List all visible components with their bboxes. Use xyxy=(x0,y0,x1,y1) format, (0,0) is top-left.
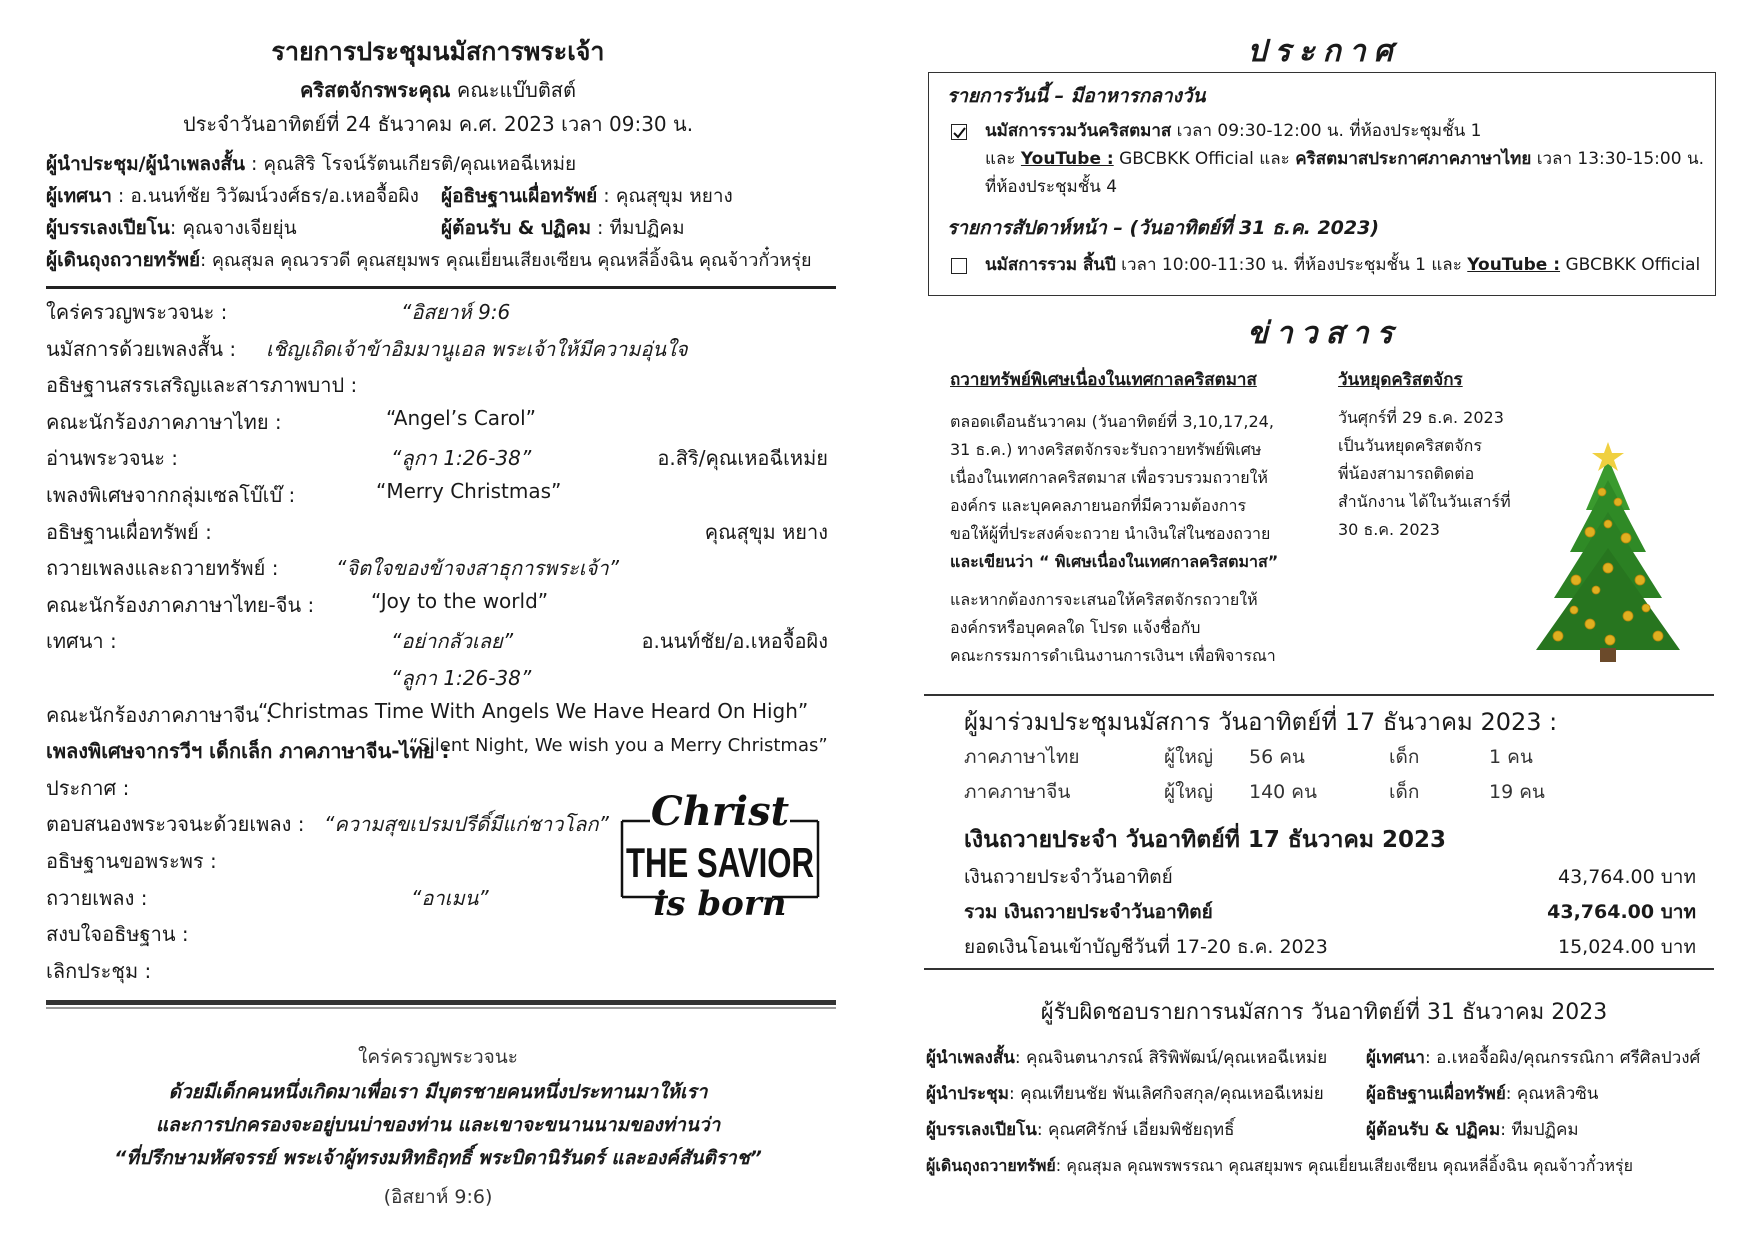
program-row xyxy=(46,735,836,771)
offering-label: ยอดเงินโอนเข้าบัญชีวันที่ 17-20 ธ.ค. 2023 xyxy=(964,936,1328,958)
leader-value: : คุณสิริ โรจน์รัตนเกียรติ/คุณเหอฉีเหม่ย xyxy=(250,153,577,175)
news-offering-body xyxy=(950,408,1278,576)
news-offering-line: เนื่องในเทศกาลคริสตมาส เพื่อรวบรวมถวายให้ xyxy=(950,468,1268,487)
service-title: รายการประชุมนมัสการพระเจ้า xyxy=(271,37,605,66)
program-label: ใคร่ครวญพระวจนะ : xyxy=(46,300,228,324)
pianist-row xyxy=(46,212,812,244)
logo-line3: is born xyxy=(653,884,787,924)
next-welcome-value: : ทีมปฏิคม xyxy=(1500,1120,1579,1140)
attendance-heading: ผู้มาร่วมประชุมนมัสการ วันอาทิตย์ที่ 17 ธันวาคม 2023 : xyxy=(964,708,1558,736)
leader-label: ผู้นำประชุม/ผู้นำเพลงสั้น xyxy=(46,153,245,175)
christmas-tree-image xyxy=(1530,440,1686,664)
program-item: เชิญเถิดเจ้าข้าอิมมานูเอล พระเจ้าให้มีความอุ่นใจ xyxy=(266,336,688,361)
next-offering-prayer-label: ผู้อธิษฐานเผื่อทรัพย์ xyxy=(1366,1084,1506,1104)
christ-savior-logo xyxy=(620,785,820,927)
preacher-row xyxy=(46,180,812,212)
program-person: อ.สิริ/คุณเหอฉีเหม่ย xyxy=(657,446,828,471)
divider-attendance xyxy=(924,694,1714,696)
attendance-section: ภาคภาษาไทย xyxy=(964,746,1080,768)
next-song-value: : คุณจินตนาภรณ์ สิริพิพัฒน์/คุณเหอฉีเหม่ย xyxy=(1014,1048,1328,1068)
today-heading: รายการวันนี้ – มีอาหารกลางวัน xyxy=(947,85,1206,107)
collector-label: ผู้เดินถุงถวายทรัพย์ xyxy=(46,249,201,271)
news-holiday-line: สำนักงาน ได้ในวันเสาร์ที่ xyxy=(1338,492,1511,511)
next-item-end: GBCBKK Official xyxy=(1560,255,1701,275)
next-pianist-row xyxy=(926,1112,1633,1148)
next-item-bold: นมัสการรวม สิ้นปี xyxy=(985,255,1116,275)
program-person: คุณสุขุม หยาง xyxy=(704,519,828,544)
today-line2-c: เวลา 13:30-15:00 น. xyxy=(1531,149,1704,169)
divider-next-roles xyxy=(924,968,1714,970)
roles-block xyxy=(46,148,812,277)
next-week-checkbox xyxy=(951,258,967,274)
next-roles-heading: ผู้รับผิดชอบรายการนมัสการ วันอาทิตย์ที่ 31 ธันวาคม 2023 xyxy=(1040,1000,1608,1025)
program-row xyxy=(46,296,836,332)
attendance-children: 1 คน xyxy=(1489,746,1533,768)
news-title: ข่าวสาร xyxy=(1247,316,1401,351)
program-label: เทศนา : xyxy=(46,629,117,654)
offering-amount: 43,764.00 บาท xyxy=(1547,901,1696,923)
program-item: “ความสุขเปรมปรีดิ์มีแก่ชาวโลก” xyxy=(324,812,609,837)
offering-label: รวม เงินถวายประจำวันอาทิตย์ xyxy=(964,901,1213,923)
divider-bottom xyxy=(46,1000,836,1005)
announcements-box xyxy=(928,72,1716,296)
today-line2-bold: คริสตมาสประกาศภาคภาษาไทย xyxy=(1295,149,1532,169)
next-song-label: ผู้นำเพลงสั้น xyxy=(926,1048,1015,1068)
verse-ref: (อิสยาห์ 9:6) xyxy=(383,1186,493,1208)
verse-line3: “ที่ปรึกษามหัศจรรย์ พระเจ้าผู้ทรงมหิทธิฤทธิ์ พระบิดานิรันดร์ และองค์สันติราช” xyxy=(114,1147,762,1169)
offering-heading: เงินถวายประจำ วันอาทิตย์ที่ 17 ธันวาคม 2023 xyxy=(964,827,1447,853)
offering-amount: 15,024.00 บาท xyxy=(1558,936,1696,958)
welcome-label: ผู้ต้อนรับ & ปฏิคม xyxy=(441,217,591,239)
program-item: “Christmas Time With Angels We Have Heard On High” xyxy=(258,698,809,723)
logo-frame-icon xyxy=(620,785,820,927)
preacher-label: ผู้เทศนา xyxy=(46,185,112,207)
news-offering-line: และหากต้องการจะเสนอให้คริสตจักรถวายให้ xyxy=(950,590,1258,609)
today-item-rest: เวลา 09:30-12:00 น. ที่ห้องประชุมชั้น 1 xyxy=(1171,121,1482,141)
program-label: คณะนักร้องภาคภาษาไทย-จีน : xyxy=(46,592,315,617)
next-collector-label: ผู้เดินถุงถวายทรัพย์ xyxy=(926,1156,1056,1175)
verse-heading: ใคร่ครวญพระวจนะ xyxy=(358,1046,518,1068)
program-item: “Merry Christmas” xyxy=(376,479,562,503)
program-row xyxy=(46,662,836,698)
service-date: ประจำวันอาทิตย์ที่ 24 ธันวาคม ค.ศ. 2023 เวลา 09:30 น. xyxy=(182,112,694,136)
leader-row xyxy=(46,148,812,180)
next-pianist-label: ผู้บรรเลงเปียโน xyxy=(926,1120,1037,1140)
logo-line1: Christ xyxy=(650,788,790,835)
news-holiday-body xyxy=(1338,404,1511,544)
announcements-title: ประกาศ xyxy=(1247,34,1401,69)
attendance-adult-label: ผู้ใหญ่ xyxy=(1164,746,1214,768)
program-item: “ลูกา 1:26-38” xyxy=(391,666,532,690)
news-holiday-line: วันศุกร์ที่ 29 ธ.ค. 2023 xyxy=(1338,408,1504,427)
news-offering-line: ตลอดเดือนธันวาคม (วันอาทิตย์ที่ 3,10,17,24, xyxy=(950,412,1274,431)
offering-amount: 43,764.00 บาท xyxy=(1558,866,1696,888)
program-label: เพลงพิเศษจากกลุ่มเซลโบ๊เบ๊ : xyxy=(46,483,296,507)
news-holiday-line: 30 ธ.ค. 2023 xyxy=(1338,520,1440,539)
program-label: อธิษฐานเผื่อทรัพย์ : xyxy=(46,519,212,544)
divider-top xyxy=(46,286,836,289)
today-line2-b: GBCBKK Official และ xyxy=(1113,149,1296,169)
program-item: “อิสยาห์ 9:6 xyxy=(401,300,511,324)
program-row xyxy=(46,625,836,661)
welcome-value: : ทีมปฏิคม xyxy=(597,217,685,239)
news-holiday-line: พี่น้องสามารถติดต่อ xyxy=(1338,464,1475,483)
next-song-row xyxy=(926,1040,1701,1076)
news-offering-line: องค์กร และบุคคลภายนอกที่มีความต้องการ xyxy=(950,496,1247,515)
program-row xyxy=(46,955,836,991)
news-holiday-line: เป็นวันหยุดคริสตจักร xyxy=(1338,436,1482,455)
program-row xyxy=(46,479,836,515)
program-label: สงบใจอธิษฐาน : xyxy=(46,922,189,947)
program-label: อธิษฐานขอพระพร : xyxy=(46,849,217,873)
next-roles-block xyxy=(926,1040,1701,1184)
church-name xyxy=(38,74,838,106)
today-item xyxy=(985,117,1704,201)
program-label: อ่านพระวจนะ : xyxy=(46,446,179,471)
news-offering-line: องค์กรหรือบุคคลใด โปรด แจ้งชื่อกับ xyxy=(950,618,1201,637)
program-item: “จิตใจของข้าจงสาธุการพระเจ้า” xyxy=(336,556,619,581)
program-row xyxy=(46,699,836,735)
program-person: อ.นนท์ชัย/อ.เหอจื้อผิง xyxy=(641,629,828,654)
church-name-bold: คริสตจักรพระคุณ xyxy=(300,78,451,102)
program-row xyxy=(46,442,836,478)
attendance-adults: 56 คน xyxy=(1249,746,1305,768)
check-icon xyxy=(952,126,966,140)
program-row xyxy=(46,589,836,625)
next-collector-value: : คุณสุมล คุณพรพรรณา คุณสยุมพร คุณเยี่ยนเสียงเซียน คุณหลี่อิ้งฉิน คุณจ้าวกั๋วหรุ่ย xyxy=(1055,1156,1633,1175)
right-page xyxy=(924,0,1724,1241)
pianist-value: : คุณจางเจียยุ่น xyxy=(169,217,297,239)
program-item: “อย่ากลัวเลย” xyxy=(391,629,514,654)
attendance-child-label: เด็ก xyxy=(1389,781,1420,803)
next-pianist-value: : คุณศศิรักษ์ เอี่ยมพิชัยฤทธิ์ xyxy=(1036,1120,1235,1140)
next-preacher-value: : อ.เหอจื้อผิง/คุณกรรณิกา ศรีศิลปวงศ์ xyxy=(1424,1048,1701,1068)
christmas-tree-icon xyxy=(1530,440,1686,664)
verse-line1: ด้วยมีเด็กคนหนึ่งเกิดมาเพื่อเรา มีบุตรชายคนหนึ่งประทานมาให้เรา xyxy=(168,1081,708,1103)
verse-line2: และการปกครองจะอยู่บนบ่าของท่าน และเขาจะขนานนามของท่านว่า xyxy=(155,1114,721,1136)
collector-row xyxy=(46,244,812,277)
youtube-link-next[interactable]: YouTube : xyxy=(1467,255,1561,275)
next-leader-label: ผู้นำประชุม xyxy=(926,1084,1009,1104)
offering-label: เงินถวายประจำวันอาทิตย์ xyxy=(964,866,1173,888)
next-offering-prayer-value: : คุณหลิวซิน xyxy=(1505,1084,1599,1104)
news-holiday-heading: วันหยุดคริสตจักร xyxy=(1338,370,1463,390)
program-row xyxy=(46,333,836,369)
next-week-item xyxy=(985,251,1700,279)
next-preacher-label: ผู้เทศนา xyxy=(1366,1048,1425,1068)
program-label: อธิษฐานสรรเสริญและสารภาพบาป : xyxy=(46,373,358,398)
divider-bottom-shadow xyxy=(46,1007,836,1009)
next-leader-value: : คุณเทียนชัย พันเลิศกิจสกุล/คุณเหอฉีเหม่ย xyxy=(1008,1084,1324,1104)
news-offering-line: 31 ธ.ค.) ทางคริสตจักรจะรับถวายทรัพย์พิเศษ xyxy=(950,440,1262,459)
news-offering-line: คณะกรรมการดำเนินงานการเงินฯ เพื่อพิจารณา xyxy=(950,646,1276,665)
program-item: “อาเมน” xyxy=(411,885,489,910)
program-label: คณะนักร้องภาคภาษาจีน : xyxy=(46,702,273,727)
church-name-rest: คณะแบ๊บติสต์ xyxy=(456,78,576,102)
next-welcome-label: ผู้ต้อนรับ & ปฏิคม xyxy=(1366,1120,1501,1140)
offering-prayer-value: : คุณสุขุม หยาง xyxy=(603,185,733,207)
news-offering-body2 xyxy=(950,586,1276,670)
news-offering-heading: ถวายทรัพย์พิเศษเนื่องในเทศกาลคริสตมาส xyxy=(950,370,1257,390)
program-label: นมัสการด้วยเพลงสั้น : xyxy=(46,336,237,361)
program-item: “Joy to the world” xyxy=(371,588,549,613)
program-row xyxy=(46,369,836,405)
today-checkbox xyxy=(951,124,967,140)
offering-prayer-label: ผู้อธิษฐานเผื่อทรัพย์ xyxy=(441,185,598,207)
next-leader-row xyxy=(926,1076,1633,1112)
program-label: เลิกประชุม : xyxy=(46,958,152,983)
pianist-label: ผู้บรรเลงเปียโน xyxy=(46,217,170,239)
next-item-rest: เวลา 10:00-11:30 น. ที่ห้องประชุมชั้น 1 และ xyxy=(1115,255,1468,275)
attendance-child-label: เด็ก xyxy=(1389,746,1420,768)
program-label: ตอบสนองพระวจนะด้วยเพลง : xyxy=(46,812,305,837)
program-label: คณะนักร้องภาคภาษาไทย : xyxy=(46,409,282,434)
attendance-adult-label: ผู้ใหญ่ xyxy=(1164,781,1214,803)
program-label: ถวายเพลง : xyxy=(46,885,148,910)
preacher-value: : อ.นนท์ชัย วิวัฒน์วงศ์ธร/อ.เหอจื้อผิง xyxy=(117,185,419,207)
news-offering-line: และเขียนว่า “ พิเศษเนื่องในเทศกาลคริสตมาส” xyxy=(950,552,1279,571)
news-offering-line: ขอให้ผู้ที่ประสงค์จะถวาย นำเงินใส่ในซองถวาย xyxy=(950,524,1271,543)
program-label: เพลงพิเศษจากรวีฯ เด็กเล็ก ภาคภาษาจีน-ไทย : xyxy=(46,739,450,764)
left-page xyxy=(38,0,838,1241)
youtube-link-today[interactable]: YouTube : xyxy=(1020,149,1114,169)
program-item: “ลูกา 1:26-38” xyxy=(391,446,532,471)
program-label: ถวายเพลงและถวายทรัพย์ : xyxy=(46,556,279,581)
attendance-children: 19 คน xyxy=(1489,781,1545,803)
today-line3: ที่ห้องประชุมชั้น 4 xyxy=(985,177,1118,197)
program-row xyxy=(46,406,836,442)
program-row xyxy=(46,552,836,588)
next-collector-row xyxy=(926,1148,1633,1184)
program-item: “Silent Night, We wish you a Merry Christmas” xyxy=(409,735,828,757)
logo-line2: THE SAVIOR xyxy=(626,839,814,886)
today-line2-a: และ xyxy=(985,149,1021,169)
collector-value: : คุณสุมล คุณวรวดี คุณสยุมพร คุณเยี่ยนเสียงเซียน คุณหลี่อิ้งฉิน คุณจ้าวกั๋วหรุ่ย xyxy=(200,250,812,271)
attendance-adults: 140 คน xyxy=(1249,781,1318,803)
program-item: “Angel’s Carol” xyxy=(386,405,536,430)
next-week-heading: รายการสัปดาห์หน้า – (วันอาทิตย์ที่ 31 ธ.ค. 2023) xyxy=(947,217,1380,239)
program-row xyxy=(46,516,836,552)
attendance-section: ภาคภาษาจีน xyxy=(964,781,1071,803)
today-item-bold: นมัสการรวมวันคริสตมาส xyxy=(985,121,1172,141)
program-label: ประกาศ : xyxy=(46,775,130,800)
